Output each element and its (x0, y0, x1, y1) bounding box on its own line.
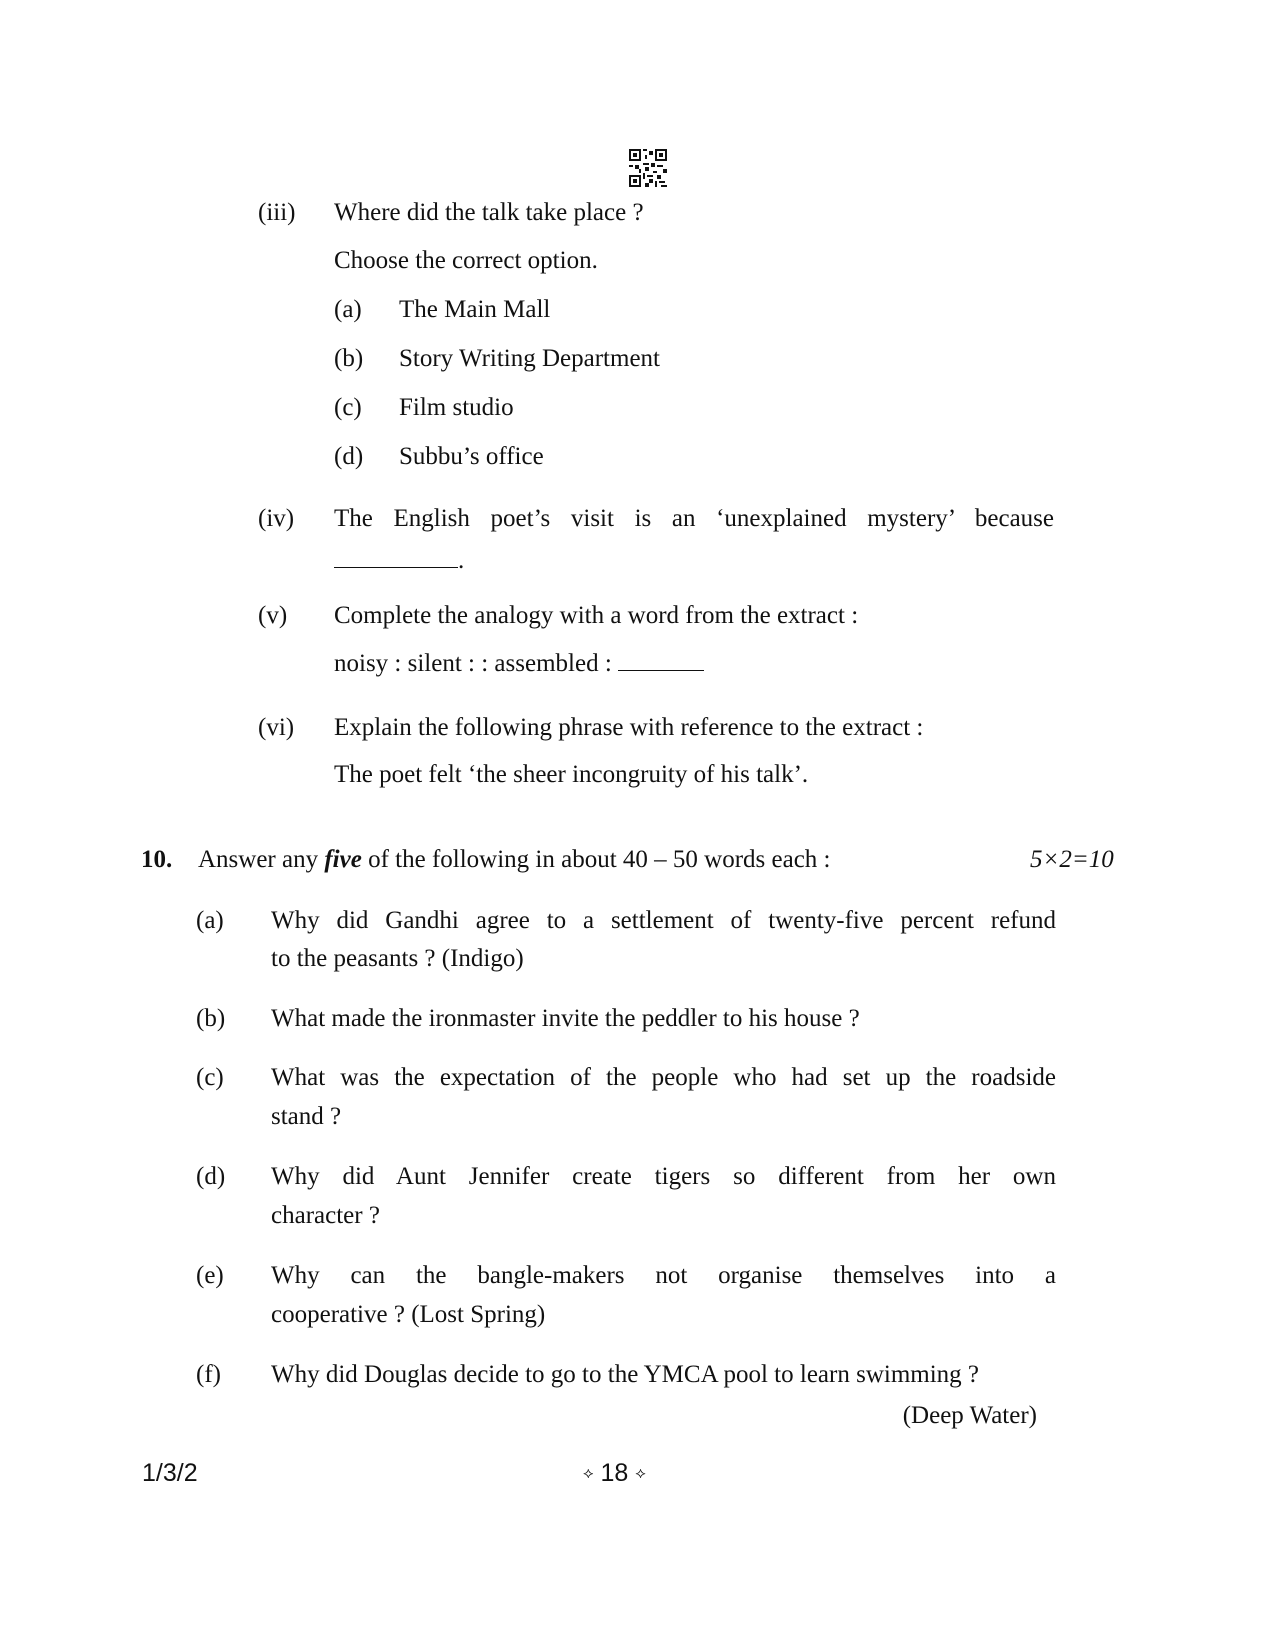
item-text: cooperative ? (Lost Spring) (271, 1301, 546, 1328)
item-text: Why did Douglas decide to go to the YMCA pool to learn swimming ? (271, 1361, 980, 1388)
ornament-left-icon: ⟡ (583, 1465, 594, 1482)
ornament-right-icon: ⟡ (635, 1465, 646, 1482)
question-number: 10. (141, 846, 173, 873)
subquestion-number: (iii) (258, 199, 296, 226)
item-text: What was the expectation of the people who had set up the roadside (271, 1064, 1056, 1091)
marks: 5×2=10 (1030, 846, 1114, 873)
option-text: The Main Mall (399, 296, 551, 323)
item-label: (d) (196, 1163, 226, 1190)
item-text: to the peasants ? (Indigo) (271, 945, 524, 972)
item-text: Why did Aunt Jennifer create tigers so different from her own (271, 1163, 1056, 1190)
item-text: Why did Gandhi agree to a settlement of twenty-five percent refund (271, 907, 1056, 934)
option-text: Subbu’s office (399, 443, 544, 470)
item-label: (a) (196, 907, 224, 934)
item-label: (f) (196, 1361, 221, 1388)
question-text: Explain the following phrase with reference to the extract : (334, 714, 924, 741)
option-label: (a) (334, 296, 362, 323)
qr-code-icon (629, 149, 667, 187)
subquestion-number: (iv) (258, 505, 295, 532)
question-text: The English poet’s visit is an ‘unexplained mystery’ because (334, 505, 1054, 532)
question-intro: Answer any five of the following in about 40 – 50 words each : (198, 846, 831, 873)
instruction-text: Choose the correct option. (334, 247, 598, 274)
option-label: (c) (334, 394, 362, 421)
option-label: (b) (334, 345, 364, 372)
question-text: Complete the analogy with a word from the extract : (334, 602, 859, 629)
question-text: Where did the talk take place ? (334, 199, 644, 226)
option-label: (d) (334, 443, 364, 470)
item-text: What made the ironmaster invite the peddler to his house ? (271, 1005, 860, 1032)
item-label: (b) (196, 1005, 226, 1032)
option-text: Film studio (399, 394, 514, 421)
page-number: ⟡ 18 ⟡ (583, 1459, 646, 1487)
item-text: Why can the bangle-makers not organise themselves into a (271, 1262, 1056, 1289)
item-source: (Deep Water) (902, 1402, 1037, 1429)
paper-code: 1/3/2 (142, 1459, 198, 1487)
item-label: (e) (196, 1262, 224, 1289)
item-text: character ? (271, 1202, 380, 1229)
item-label: (c) (196, 1064, 224, 1091)
phrase-text: The poet felt ‘the sheer incongruity of his talk’. (334, 761, 809, 788)
subquestion-number: (v) (258, 602, 288, 629)
analogy-text: noisy : silent : : assembled : (334, 650, 704, 678)
item-text: stand ? (271, 1103, 342, 1130)
option-text: Story Writing Department (399, 345, 660, 372)
subquestion-number: (vi) (258, 714, 295, 741)
fill-in-blank: . (334, 547, 464, 575)
